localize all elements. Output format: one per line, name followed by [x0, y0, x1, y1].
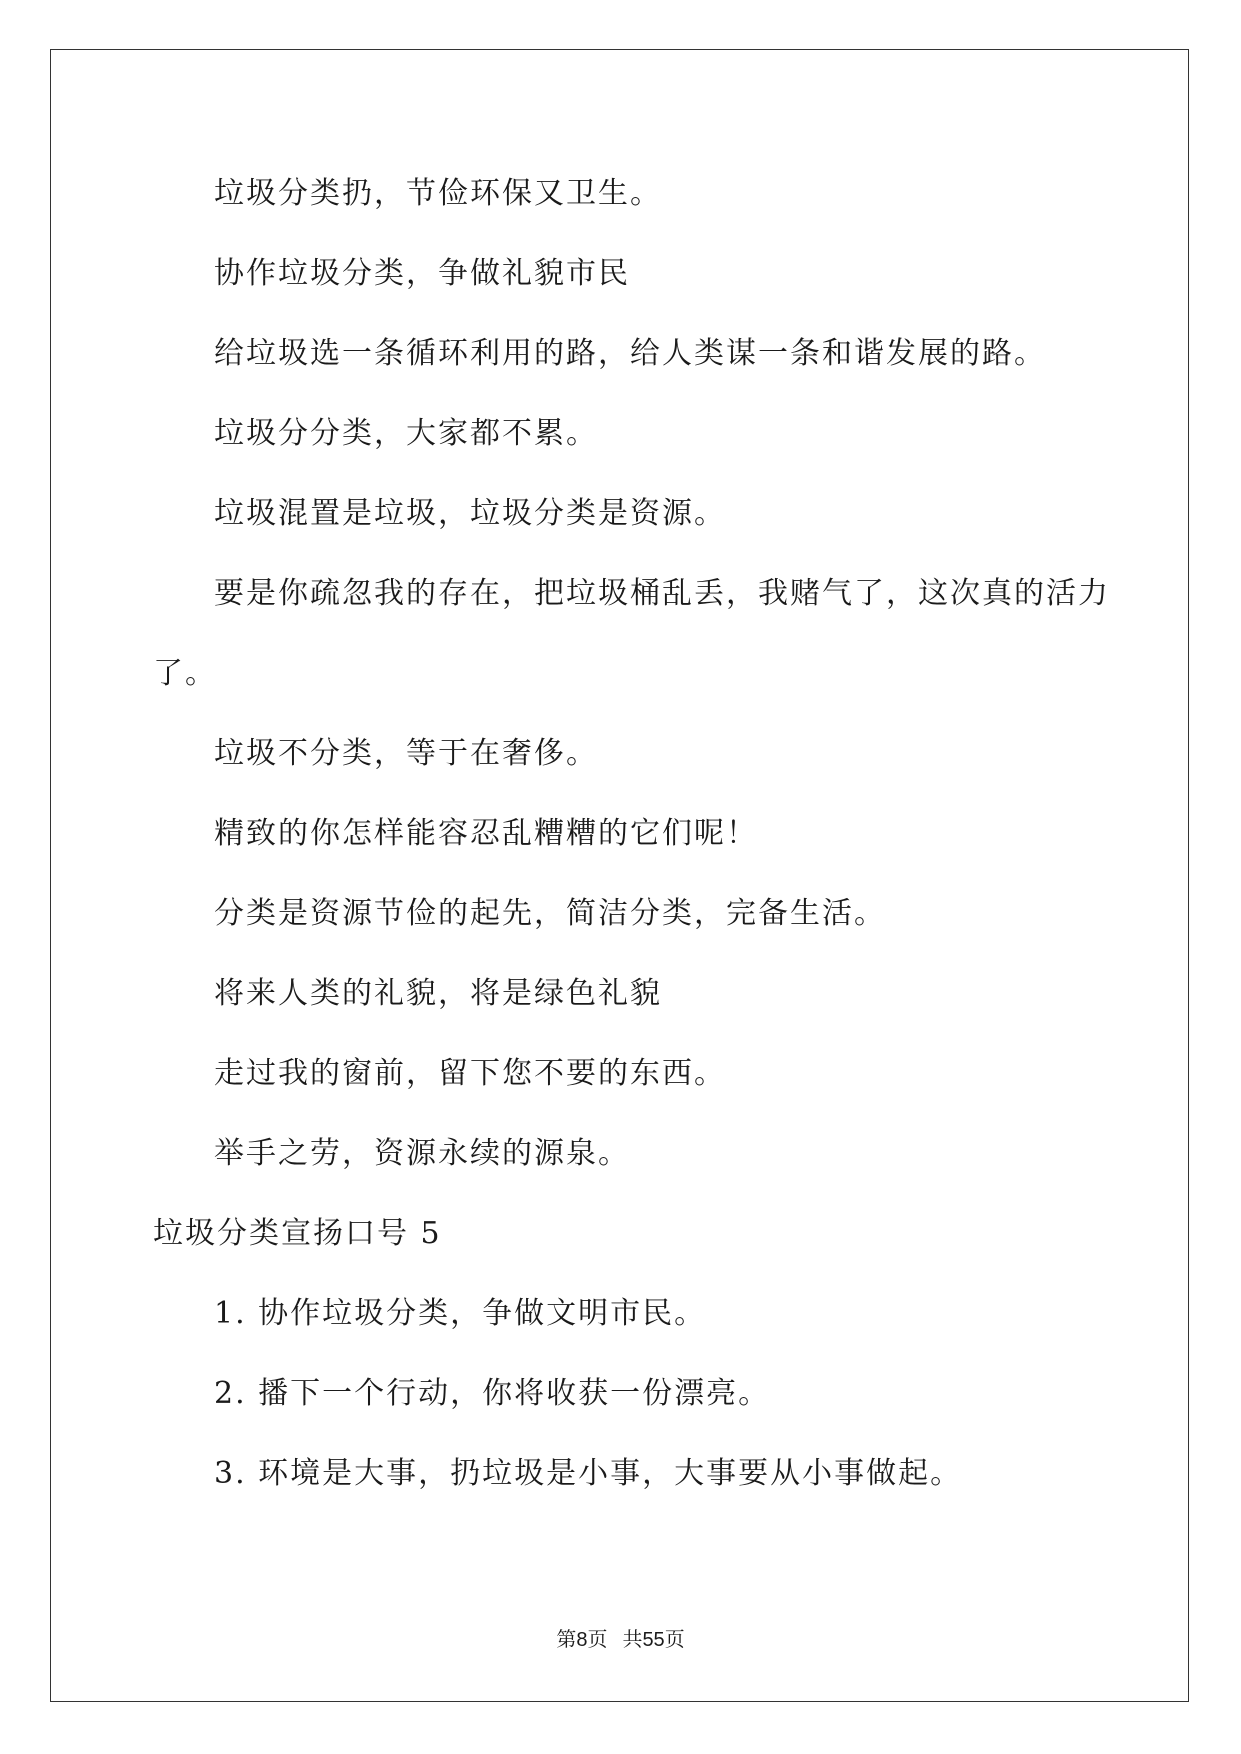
- paragraph: 垃圾分类扔，节俭环保又卫生。: [214, 176, 662, 211]
- numbered-item: 1. 协作垃圾分类，争做文明市民。: [214, 1296, 707, 1331]
- paragraph: 将来人类的礼貌，将是绿色礼貌: [214, 976, 662, 1011]
- total-suffix: 页: [664, 1629, 685, 1651]
- paragraph: 要是你疏忽我的存在，把垃圾桶乱丢，我赌气了，这次真的活力: [214, 576, 1110, 611]
- page-footer: [0, 1627, 1241, 1653]
- paragraph-continuation: 了。: [153, 656, 217, 691]
- page-number: 8: [576, 1629, 588, 1651]
- paragraph: 协作垃圾分类，争做礼貌市民: [214, 256, 630, 291]
- total-prefix: 共: [622, 1629, 643, 1651]
- page-prefix: 第: [556, 1629, 577, 1651]
- paragraph: 精致的你怎样能容忍乱糟糟的它们呢！: [214, 816, 758, 851]
- numbered-item: 3. 环境是大事，扔垃圾是小事，大事要从小事做起。: [214, 1456, 963, 1491]
- page-suffix: 页: [587, 1629, 608, 1651]
- paragraph: 走过我的窗前，留下您不要的东西。: [214, 1056, 726, 1091]
- total-pages: 55: [642, 1629, 665, 1651]
- paragraph: 垃圾分分类，大家都不累。: [214, 416, 598, 451]
- numbered-item: 2. 播下一个行动，你将收获一份漂亮。: [214, 1376, 771, 1411]
- section-heading: 垃圾分类宣扬口号 5: [153, 1216, 442, 1251]
- paragraph: 举手之劳，资源永续的源泉。: [214, 1136, 630, 1171]
- paragraph: 垃圾混置是垃圾，垃圾分类是资源。: [214, 496, 726, 531]
- paragraph: 垃圾不分类，等于在奢侈。: [214, 736, 598, 771]
- paragraph: 给垃圾选一条循环利用的路，给人类谋一条和谐发展的路。: [214, 336, 1046, 371]
- paragraph: 分类是资源节俭的起先，简洁分类，完备生活。: [214, 896, 886, 931]
